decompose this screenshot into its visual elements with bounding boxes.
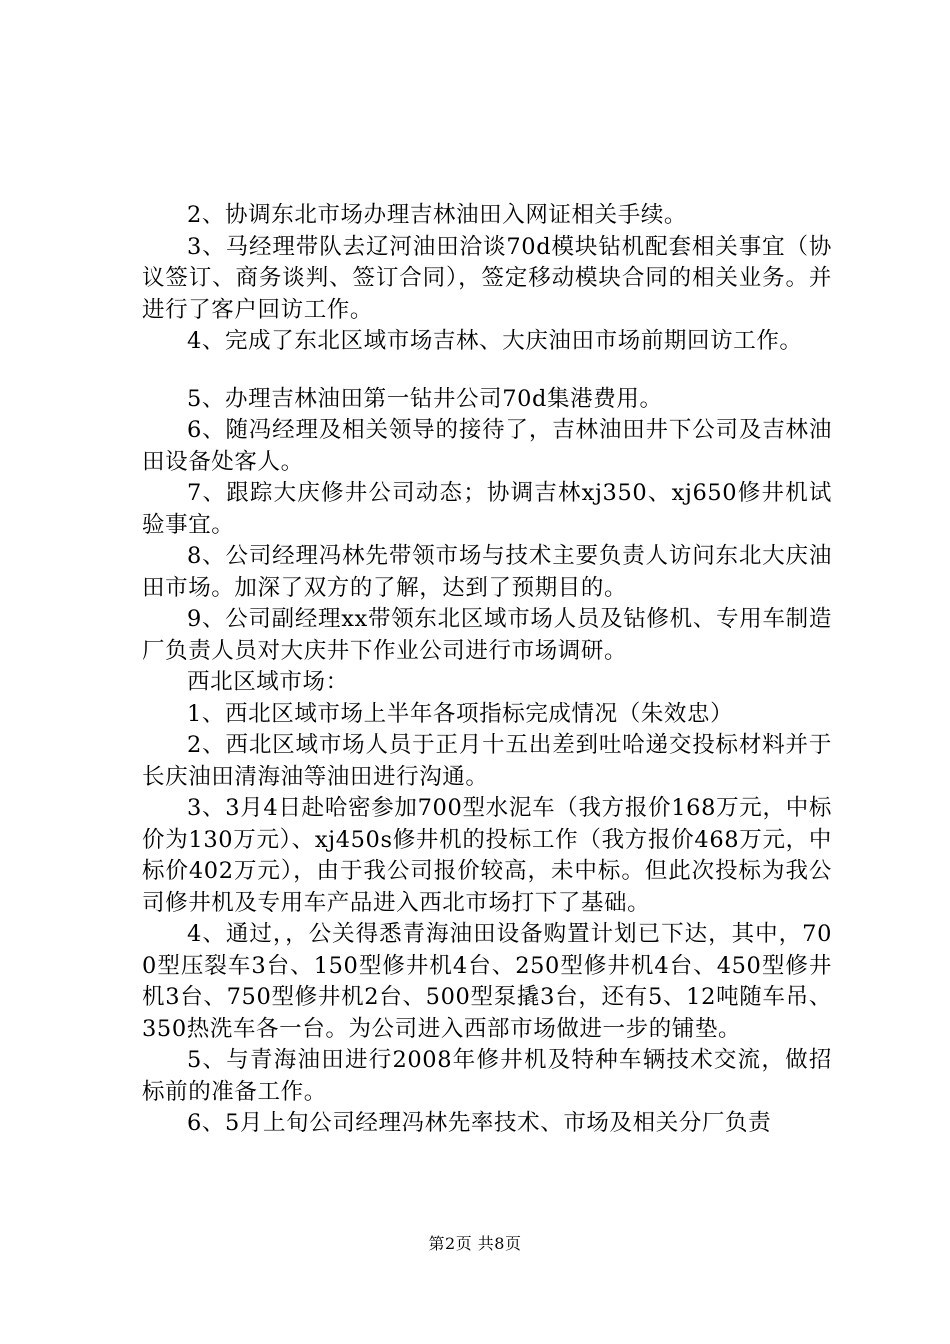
section-heading: 西北区域市场：	[187, 669, 349, 695]
paragraph: 4、通过，，公关得悉青海油田设备购置计划已下达，其中，700型压裂车3台、150型修井机4台、250型修井机4台、450型修井机3台、750型修井机2台、500型泵撬3台，还有5、12吨随车吊、350热洗车各一台。为公司进入西部市场做进一步的铺垫。	[142, 921, 832, 1042]
paragraph: 6、随冯经理及相关领导的接待了，吉林油田井下公司及吉林油田设备处客人。	[142, 417, 832, 475]
paragraph: 9、公司副经理xx带领东北区域市场人员及钻修机、专用车制造厂负责人员对大庆井下作业公司进行市场调研。	[142, 606, 832, 664]
paragraph: 4、完成了东北区域市场吉林、大庆油田市场前期回访工作。	[187, 328, 803, 354]
page-number-footer: 第2页 共8页	[428, 1234, 522, 1253]
paragraph: 5、与青海油田进行2008年修井机及特种车辆技术交流，做招标前的准备工作。	[142, 1047, 832, 1105]
paragraph: 3、马经理带队去辽河油田洽谈70d模块钻机配套相关事宜（协议签订、商务谈判、签订合同），签定移动模块合同的相关业务。并进行了客户回访工作。	[142, 233, 832, 323]
paragraph: 3、3月4日赴哈密参加700型水泥车（我方报价168万元，中标价为130万元）、xj450s修井机的投标工作（我方报价468万元，中标价402万元），由于我公司报价较高，未中标。但此次投标为我公司修井机及专用车产品进入西北市场打下了基础。	[142, 795, 832, 916]
document-body	[142, 200, 832, 1140]
paragraph: 2、协调东北市场办理吉林油田入网证相关手续。	[187, 202, 688, 228]
paragraph: 8、公司经理冯林先带领市场与技术主要负责人访问东北大庆油田市场。加深了双方的了解，达到了预期目的。	[142, 543, 832, 601]
paragraph: 7、跟踪大庆修井公司动态；协调吉林xj350、xj650修井机试验事宜。	[142, 480, 832, 538]
paragraph: 2、西北区域市场人员于正月十五出差到吐哈递交投标材料并于长庆油田清海油等油田进行沟通。	[142, 732, 832, 790]
paragraph: 6、5月上旬公司经理冯林先率技术、市场及相关分厂负责	[187, 1110, 772, 1136]
paragraph: 5、办理吉林油田第一钻井公司70d集港费用。	[187, 385, 663, 412]
paragraph: 1、西北区域市场上半年各项指标完成情况（朱效忠）	[187, 700, 734, 727]
